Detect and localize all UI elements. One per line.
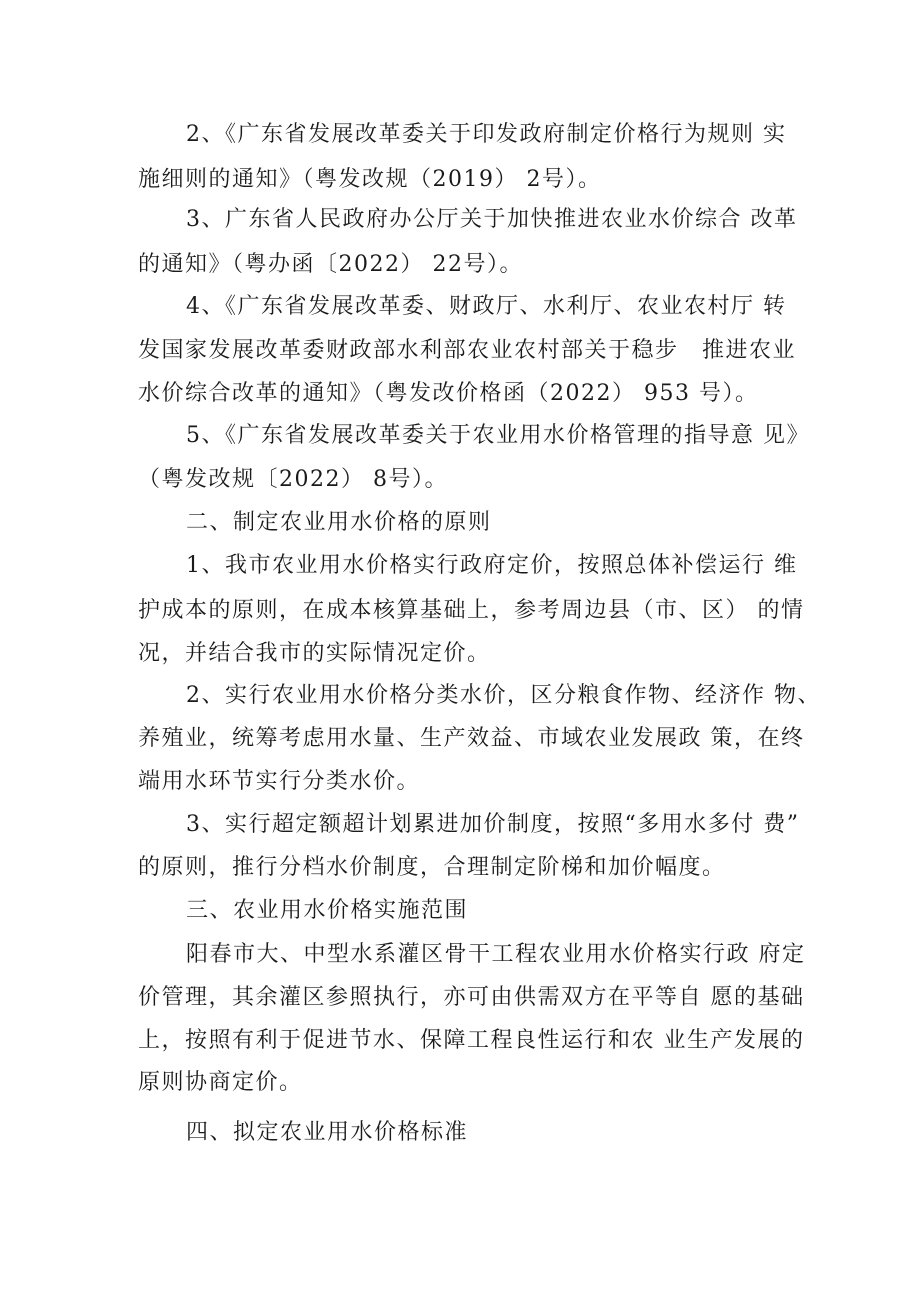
principle-2-line-3: 端用水环节实行分类水价。 bbox=[138, 769, 421, 794]
ref-item-2-line-1: 2、《广东省发展改革委关于印发政府制定价格行为规则 实 bbox=[186, 122, 787, 147]
principle-3-line-1: 3、实行超定额超计划累进加价制度，按照“多用水多付 费” bbox=[186, 812, 800, 837]
scope-line-3: 上，按照有利于促进节水、保障工程良性运行和农 业生产发展的 bbox=[138, 1028, 805, 1053]
ref-item-3-line-2: 的通知》（粤办函〔2022） 22号）。 bbox=[138, 252, 523, 277]
ref-item-2-line-2: 施细则的通知》（粤发改规（2019） 2号）。 bbox=[138, 167, 602, 192]
section-heading-2: 二、制定农业用水价格的原则 bbox=[186, 510, 492, 535]
principle-2-line-2: 养殖业，统筹考虑用水量、生产效益、市域农业发展政 策，在终 bbox=[138, 726, 805, 751]
scope-line-4: 原则协商定价。 bbox=[138, 1070, 303, 1095]
ref-item-3-line-1: 3、广东省人民政府办公厅关于加快推进农业水价综合 改革 bbox=[186, 207, 798, 232]
ref-item-4-line-1: 4、《广东省发展改革委、财政厅、水利厅、农业农村厅 转 bbox=[186, 294, 787, 319]
ref-item-5-line-1: 5、《广东省发展改革委关于农业用水价格管理的指导意 见》 bbox=[186, 423, 810, 448]
section-heading-4: 四、拟定农业用水价格标准 bbox=[186, 1120, 469, 1145]
principle-3-line-2: 的原则，推行分档水价制度，合理制定阶梯和加价幅度。 bbox=[138, 855, 726, 880]
ref-item-4-line-3: 水价综合改革的通知》（粤发改价格函（2022） 953 号）。 bbox=[138, 381, 759, 406]
ref-item-5-line-2: （粤发改规〔2022） 8号）。 bbox=[138, 467, 448, 492]
principle-1-line-2: 护成本的原则，在成本核算基础上，参考周边县（市、区） 的情 bbox=[138, 598, 805, 623]
scope-line-2: 价管理，其余灌区参照执行，亦可由供需双方在平等自 愿的基础 bbox=[138, 985, 805, 1010]
scope-line-1: 阳春市大、中型水系灌区骨干工程农业用水价格实行政 府定 bbox=[186, 942, 806, 967]
ref-item-4-line-2: 发国家发展改革委财政部水利部农业农村部关于稳步 推进农业 bbox=[138, 338, 797, 363]
principle-1-line-1: 1、我市农业用水价格实行政府定价，按照总体补偿运行 维 bbox=[186, 553, 798, 578]
principle-2-line-1: 2、实行农业用水价格分类水价，区分粮食作物、经济作 物、 bbox=[186, 683, 821, 708]
principle-1-line-3: 况，并结合我市的实际情况定价。 bbox=[138, 641, 491, 666]
section-heading-3: 三、农业用水价格实施范围 bbox=[186, 898, 469, 923]
